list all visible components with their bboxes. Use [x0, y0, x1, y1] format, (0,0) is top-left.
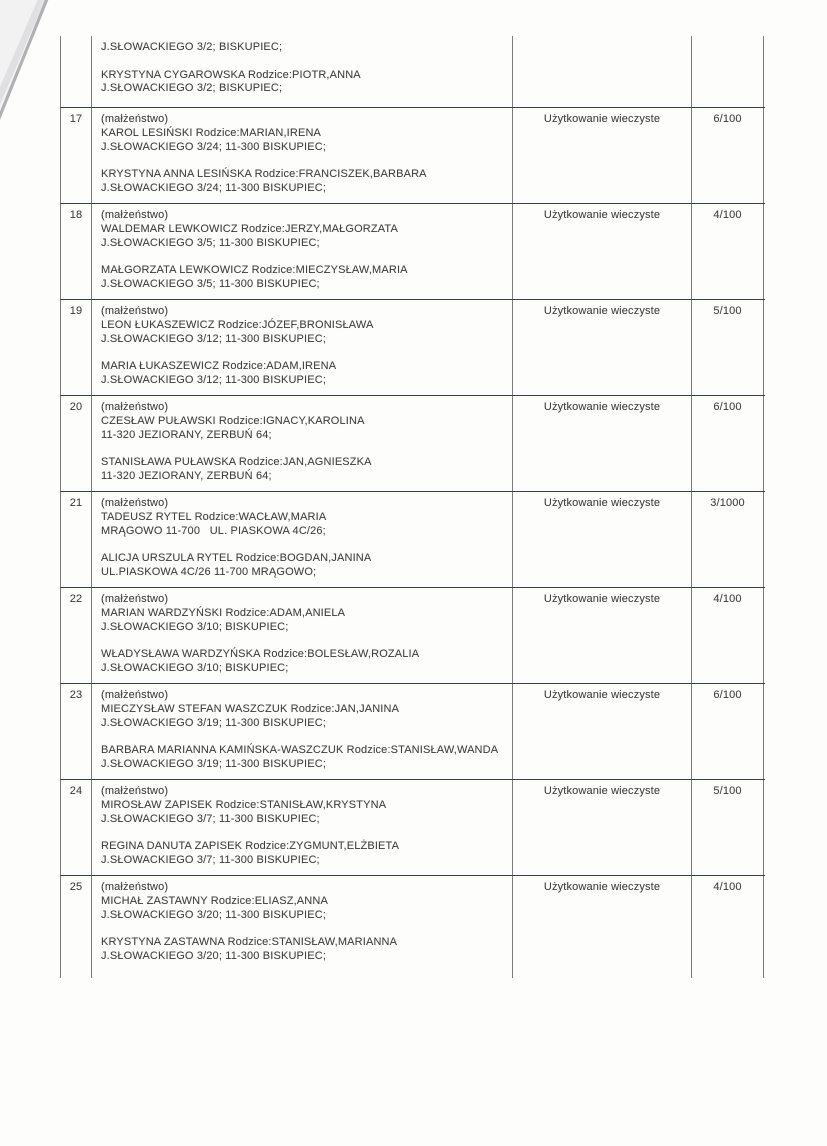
owner-name-line: MARIAN WARDZYŃSKI Rodzice:ADAM,ANIELA — [101, 606, 346, 619]
owners-cell — [92, 588, 513, 683]
owner-name-line: KRYSTYNA ANNA LESIŃSKA Rodzice:FRANCISZEK,BARBARA — [101, 168, 427, 181]
owner-name-line: TADEUSZ RYTEL Rodzice:WACŁAW,MARIA — [101, 510, 327, 523]
owner-name-line: STANISŁAWA PUŁAWSKA Rodzice:JAN,AGNIESZKA — [101, 456, 372, 469]
owners-cell — [92, 300, 513, 395]
share-fraction-cell: 3/1000 — [692, 492, 764, 587]
owners-cell — [92, 876, 513, 978]
owner-address-line: J.SŁOWACKIEGO 3/20; 11-300 BISKUPIEC; — [101, 949, 327, 962]
owner-address-line: J.SŁOWACKIEGO 3/10; BISKUPIEC; — [101, 661, 289, 674]
owners-cell — [92, 108, 513, 203]
blank-line — [101, 250, 504, 264]
ownership-type-cell: Użytkowanie wieczyste — [513, 588, 692, 683]
row-number: 18 — [61, 204, 92, 299]
marriage-type-line: (małżeństwo) — [101, 113, 169, 125]
table-row-continued — [60, 36, 765, 107]
owners-cell — [92, 684, 513, 779]
row-number: 17 — [61, 108, 92, 203]
owner-address-line: 11-320 JEZIORANY, ZERBUŃ 64; — [101, 428, 272, 441]
owner-address-line: 11-320 JEZIORANY, ZERBUŃ 64; — [101, 469, 272, 482]
owner-name-line: LEON ŁUKASZEWICZ Rodzice:JÓZEF,BRONISŁAWA — [101, 318, 374, 331]
share-fraction-cell: 6/100 — [692, 108, 764, 203]
share-fraction-cell: 4/100 — [692, 588, 764, 683]
share-fraction-cell: 5/100 — [692, 780, 764, 875]
owner-name-line: KRYSTYNA ZASTAWNA Rodzice:STANISŁAW,MARIANNA — [101, 936, 398, 949]
owner-name-line: MAŁGORZATA LEWKOWICZ Rodzice:MIECZYSŁAW,MARIA — [101, 264, 408, 277]
blank-line — [101, 442, 504, 456]
share-fraction-cell: 6/100 — [692, 684, 764, 779]
table-row — [60, 203, 765, 299]
share-fraction-cell — [692, 36, 764, 107]
ownership-type-cell: Użytkowanie wieczyste — [513, 876, 692, 978]
marriage-type-line: (małżeństwo) — [101, 785, 169, 797]
ownership-type-cell: Użytkowanie wieczyste — [513, 396, 692, 491]
ownership-type-cell: Użytkowanie wieczyste — [513, 300, 692, 395]
marriage-type-line: (małżeństwo) — [101, 593, 169, 605]
owner-address-line: J.SŁOWACKIEGO 3/24; 11-300 BISKUPIEC; — [101, 181, 327, 194]
owner-address-line: J.SŁOWACKIEGO 3/5; 11-300 BISKUPIEC; — [101, 236, 320, 249]
owner-address-line: J.SŁOWACKIEGO 3/19; 11-300 BISKUPIEC; — [101, 757, 327, 770]
owner-address-line: J.SŁOWACKIEGO 3/12; 11-300 BISKUPIEC; — [101, 373, 327, 386]
table-row — [60, 875, 765, 978]
owner-address-line: J.SŁOWACKIEGO 3/12; 11-300 BISKUPIEC; — [101, 332, 327, 345]
owner-name-line: WALDEMAR LEWKOWICZ Rodzice:JERZY,MAŁGORZATA — [101, 222, 398, 235]
marriage-type-line: (małżeństwo) — [101, 209, 169, 221]
owner-name-line: KAROL LESIŃSKI Rodzice:MARIAN,IRENA — [101, 126, 322, 139]
row-number: 25 — [61, 876, 92, 978]
blank-line — [101, 538, 504, 552]
owner-name-line: MIECZYSŁAW STEFAN WASZCZUK Rodzice:JAN,JANINA — [101, 702, 400, 715]
row-number — [61, 36, 92, 107]
owner-name-line: MIROSŁAW ZAPISEK Rodzice:STANISŁAW,KRYSTYNA — [101, 798, 387, 811]
table-row — [60, 107, 765, 203]
owner-address-line: UL.PIASKOWA 4C/26 11-700 MRĄGOWO; — [101, 565, 317, 578]
ownership-table — [60, 36, 765, 978]
owner-address-line: J.SŁOWACKIEGO 3/20; 11-300 BISKUPIEC; — [101, 908, 327, 921]
share-fraction-cell: 4/100 — [692, 876, 764, 978]
table-row — [60, 491, 765, 587]
row-number: 23 — [61, 684, 92, 779]
table-row — [60, 779, 765, 875]
table-row — [60, 587, 765, 683]
blank-line — [101, 634, 504, 648]
owner-name-line: WŁADYSŁAWA WARDZYŃSKA Rodzice:BOLESŁAW,ROZALIA — [101, 648, 420, 661]
ownership-type-cell — [513, 36, 692, 107]
ownership-type-cell: Użytkowanie wieczyste — [513, 108, 692, 203]
share-fraction-cell: 5/100 — [692, 300, 764, 395]
owner-name-line: BARBARA MARIANNA KAMIŃSKA-WASZCZUK Rodzice:STANISŁAW,WANDA — [101, 744, 499, 757]
owners-cell — [92, 396, 513, 491]
table-row — [60, 299, 765, 395]
owners-cell — [92, 492, 513, 587]
blank-line — [101, 730, 504, 744]
marriage-type-line: (małżeństwo) — [101, 305, 169, 317]
marriage-type-line: (małżeństwo) — [101, 497, 169, 509]
owner-address-line: J.SŁOWACKIEGO 3/24; 11-300 BISKUPIEC; — [101, 140, 327, 153]
owner-address-line: J.SŁOWACKIEGO 3/7; 11-300 BISKUPIEC; — [101, 853, 320, 866]
owner-address-line: J.SŁOWACKIEGO 3/2; BISKUPIEC; — [101, 82, 283, 95]
owner-name-line: CZESŁAW PUŁAWSKI Rodzice:IGNACY,KAROLINA — [101, 414, 365, 427]
ownership-type-cell: Użytkowanie wieczyste — [513, 204, 692, 299]
row-number: 22 — [61, 588, 92, 683]
table-row — [60, 683, 765, 779]
marriage-type-line: (małżeństwo) — [101, 689, 169, 701]
marriage-type-line: (małżeństwo) — [101, 881, 169, 893]
owner-name-line: ALICJA URSZULA RYTEL Rodzice:BOGDAN,JANINA — [101, 552, 372, 565]
owner-address-line: J.SŁOWACKIEGO 3/5; 11-300 BISKUPIEC; — [101, 277, 320, 290]
owner-address-line: J.SŁOWACKIEGO 3/7; 11-300 BISKUPIEC; — [101, 812, 320, 825]
marriage-type-line: (małżeństwo) — [101, 401, 169, 413]
ownership-type-cell: Użytkowanie wieczyste — [513, 780, 692, 875]
ownership-type-cell: Użytkowanie wieczyste — [513, 492, 692, 587]
owner-address-line: MRĄGOWO 11-700 UL. PIASKOWA 4C/26; — [101, 524, 326, 537]
row-number: 20 — [61, 396, 92, 491]
owner-address-line: J.SŁOWACKIEGO 3/2; BISKUPIEC; — [101, 41, 283, 53]
owner-name-line: KRYSTYNA CYGAROWSKA Rodzice:PIOTR,ANNA — [101, 68, 361, 81]
row-number: 19 — [61, 300, 92, 395]
table-row — [60, 395, 765, 491]
row-number: 21 — [61, 492, 92, 587]
share-fraction-cell: 6/100 — [692, 396, 764, 491]
blank-line — [101, 346, 504, 360]
blank-line — [101, 55, 504, 69]
owner-address-line: J.SŁOWACKIEGO 3/10; BISKUPIEC; — [101, 620, 289, 633]
owner-name-line: MARIA ŁUKASZEWICZ Rodzice:ADAM,IRENA — [101, 360, 337, 373]
share-fraction-cell: 4/100 — [692, 204, 764, 299]
owners-cell — [92, 780, 513, 875]
blank-line — [101, 922, 504, 936]
owners-cell — [92, 204, 513, 299]
owner-name-line: REGINA DANUTA ZAPISEK Rodzice:ZYGMUNT,ELŻBIETA — [101, 840, 400, 853]
blank-line — [101, 826, 504, 840]
blank-line — [101, 154, 504, 168]
owner-address-line: J.SŁOWACKIEGO 3/19; 11-300 BISKUPIEC; — [101, 716, 327, 729]
row-number: 24 — [61, 780, 92, 875]
owners-cell — [92, 36, 513, 107]
ownership-type-cell: Użytkowanie wieczyste — [513, 684, 692, 779]
owner-name-line: MICHAŁ ZASTAWNY Rodzice:ELIASZ,ANNA — [101, 894, 328, 907]
